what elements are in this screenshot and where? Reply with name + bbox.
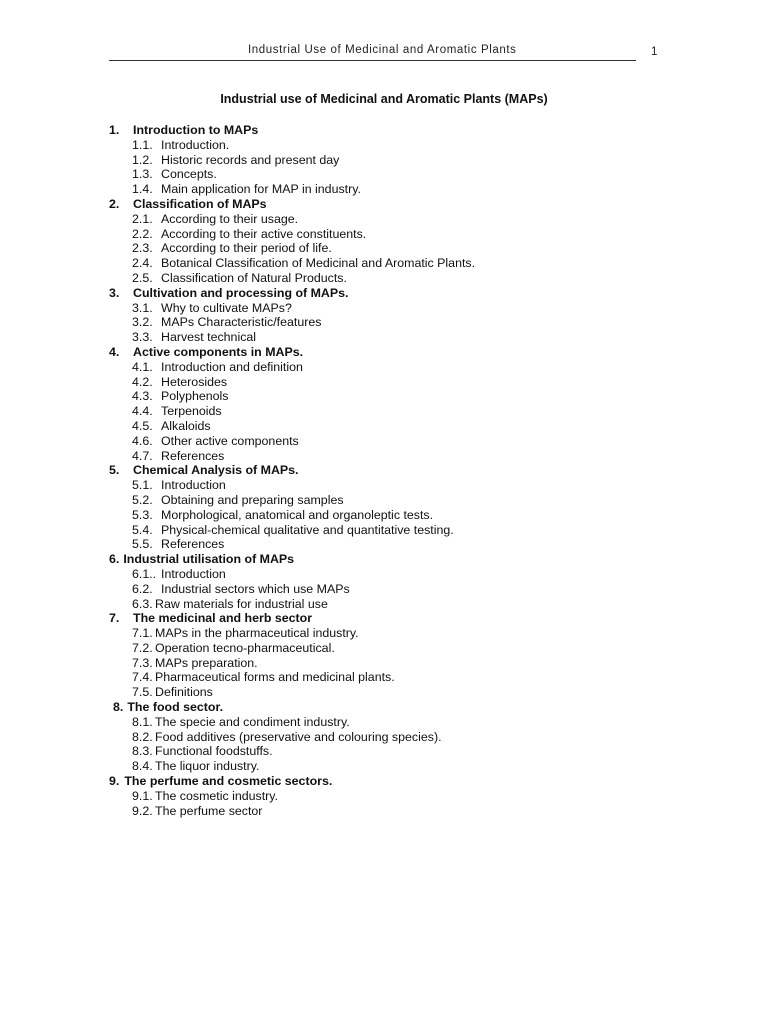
toc-number: 2.4. [132, 256, 153, 271]
toc-subsection [109, 523, 475, 538]
toc-subsection [109, 212, 475, 227]
toc-number: 2.3. [132, 241, 153, 256]
toc-number: 4.2. [132, 374, 153, 389]
toc-text: Introduction and definition [161, 359, 303, 374]
toc-subsection [109, 626, 475, 641]
toc-subsection [109, 508, 475, 523]
toc-number: 7.2. [132, 640, 153, 655]
toc-text: Cultivation and processing of MAPs. [133, 285, 349, 300]
toc-number: 2.1. [132, 211, 153, 226]
toc-text: Classification of Natural Products. [161, 270, 347, 285]
toc-subsection [109, 315, 475, 330]
toc-number: 7. [109, 611, 120, 626]
toc-text: References [161, 448, 225, 463]
toc-number: 4. [109, 344, 120, 359]
toc-text: Harvest technical [161, 330, 257, 345]
toc-subsection [109, 271, 475, 286]
toc-text: Heterosides [161, 374, 228, 389]
toc-number: 2.5. [132, 270, 153, 285]
table-of-contents [109, 123, 475, 818]
toc-text: Raw materials for industrial use [155, 596, 328, 611]
toc-subsection [109, 301, 475, 316]
toc-subsection [109, 493, 475, 508]
running-header: Industrial Use of Medicinal and Aromatic Plants [248, 44, 517, 56]
toc-text: Obtaining and preparing samples [161, 492, 344, 507]
toc-section [109, 611, 475, 626]
toc-subsection [109, 715, 475, 730]
toc-text: Introduction to MAPs [133, 123, 259, 137]
page-number: 1 [651, 46, 658, 58]
toc-text: MAPs Characteristic/features [161, 315, 322, 330]
toc-text: According to their usage. [161, 211, 299, 226]
toc-number: 7.1. [132, 626, 153, 641]
toc-text: Physical-chemical qualitative and quantitative testing. [161, 522, 454, 537]
toc-number: 8.3. [132, 744, 153, 759]
toc-subsection [109, 419, 475, 434]
toc-number: 1.2. [132, 152, 153, 167]
toc-number: 4.7. [132, 448, 153, 463]
toc-number: 7.5. [132, 685, 153, 700]
toc-number: 6.3. [132, 596, 153, 611]
toc-text: The medicinal and herb sector [133, 611, 313, 626]
toc-subsection [109, 789, 475, 804]
toc-number: 5.4. [132, 522, 153, 537]
toc-text: Industrial sectors which use MAPs [161, 581, 350, 596]
toc-text: Polyphenols [161, 389, 229, 404]
toc-subsection [109, 597, 475, 612]
toc-subsection [109, 404, 475, 419]
toc-subsection [109, 582, 475, 597]
toc-text: Definitions [155, 685, 213, 700]
toc-number: 6. [109, 552, 120, 567]
toc-subsection [109, 685, 475, 700]
toc-section [109, 700, 475, 715]
toc-number: 3.2. [132, 315, 153, 330]
toc-text: References [161, 537, 225, 552]
toc-number: 9.1. [132, 788, 153, 803]
toc-text: Botanical Classification of Medicinal and Aromatic Plants. [161, 256, 476, 271]
toc-number: 6.1.. [132, 566, 157, 581]
toc-text: MAPs preparation. [155, 655, 258, 670]
toc-text: Pharmaceutical forms and medicinal plants. [155, 670, 395, 685]
toc-number: 2. [109, 196, 120, 211]
toc-section [109, 123, 475, 138]
document-title: Industrial use of Medicinal and Aromatic Plants (MAPs) [220, 92, 548, 106]
toc-subsection [109, 389, 475, 404]
toc-number: 8. [113, 700, 124, 715]
toc-subsection [109, 153, 475, 168]
toc-text: Food additives (preservative and colouring species). [155, 729, 442, 744]
toc-subsection [109, 256, 475, 271]
toc-subsection [109, 730, 475, 745]
toc-number: 4.5. [132, 418, 153, 433]
toc-text: Introduction [161, 566, 226, 581]
toc-number: 9. [109, 774, 120, 789]
toc-number: 4.1. [132, 359, 153, 374]
toc-subsection [109, 656, 475, 671]
toc-text: Why to cultivate MAPs? [161, 300, 292, 315]
toc-subsection [109, 641, 475, 656]
toc-number: 7.4. [132, 670, 153, 685]
toc-number: 1.1. [132, 137, 153, 152]
toc-number: 1.4. [132, 182, 153, 197]
toc-subsection [109, 537, 475, 552]
toc-number: 5.1. [132, 478, 153, 493]
toc-text: MAPs in the pharmaceutical industry. [155, 626, 359, 641]
toc-text: Alkaloids [161, 418, 211, 433]
toc-text: The perfume and cosmetic sectors. [124, 774, 333, 789]
toc-subsection [109, 167, 475, 182]
toc-number: 5.2. [132, 492, 153, 507]
header-divider [109, 60, 636, 61]
toc-text: Industrial utilisation of MAPs [123, 552, 295, 567]
toc-text: Morphological, anatomical and organoleptic tests. [161, 507, 434, 522]
toc-text: The liquor industry. [155, 759, 260, 774]
toc-subsection [109, 138, 475, 153]
toc-number: 4.4. [132, 404, 153, 419]
toc-subsection [109, 375, 475, 390]
toc-number: 1. [109, 123, 120, 137]
toc-subsection [109, 227, 475, 242]
toc-number: 4.3. [132, 389, 153, 404]
toc-number: 3. [109, 285, 120, 300]
toc-subsection [109, 182, 475, 197]
toc-subsection [109, 670, 475, 685]
toc-number: 5. [109, 463, 120, 478]
toc-text: Chemical Analysis of MAPs. [133, 463, 299, 478]
toc-text: Introduction [161, 478, 226, 493]
toc-number: 3.1. [132, 300, 153, 315]
toc-section [109, 286, 475, 301]
toc-section [109, 345, 475, 360]
toc-number: 2.2. [132, 226, 153, 241]
toc-subsection [109, 241, 475, 256]
toc-number: 8.2. [132, 729, 153, 744]
toc-text: According to their active constituents. [161, 226, 367, 241]
toc-section [109, 552, 475, 567]
toc-subsection [109, 804, 475, 819]
toc-text: Classification of MAPs [133, 196, 267, 211]
toc-text: According to their period of life. [161, 241, 332, 256]
toc-section [109, 463, 475, 478]
toc-text: Historic records and present day [161, 152, 340, 167]
toc-section [109, 774, 475, 789]
toc-subsection [109, 567, 475, 582]
toc-text: The perfume sector [155, 803, 263, 818]
toc-text: Main application for MAP in industry. [161, 182, 361, 197]
toc-text: Functional foodstuffs. [155, 744, 273, 759]
toc-text: Other active components [161, 433, 299, 448]
toc-subsection [109, 744, 475, 759]
toc-number: 5.5. [132, 537, 153, 552]
toc-number: 5.3. [132, 507, 153, 522]
toc-number: 8.4. [132, 759, 153, 774]
toc-text: The specie and condiment industry. [155, 714, 350, 729]
toc-subsection [109, 330, 475, 345]
toc-subsection [109, 360, 475, 375]
toc-subsection [109, 759, 475, 774]
toc-number: 4.6. [132, 433, 153, 448]
toc-number: 3.3. [132, 330, 153, 345]
toc-text: The cosmetic industry. [155, 788, 279, 803]
toc-text: Active components in MAPs. [133, 344, 304, 359]
toc-number: 9.2. [132, 803, 153, 818]
toc-number: 7.3. [132, 655, 153, 670]
toc-number: 1.3. [132, 167, 153, 182]
toc-subsection [109, 478, 475, 493]
toc-number: 6.2. [132, 581, 153, 596]
toc-text: Concepts. [161, 167, 217, 182]
toc-subsection [109, 449, 475, 464]
toc-section [109, 197, 475, 212]
toc-text: Operation tecno-pharmaceutical. [155, 640, 335, 655]
toc-text: Terpenoids [161, 404, 222, 419]
toc-number: 8.1. [132, 714, 153, 729]
toc-text: The food sector. [127, 700, 224, 715]
toc-subsection [109, 434, 475, 449]
toc-text: Introduction. [161, 137, 230, 152]
